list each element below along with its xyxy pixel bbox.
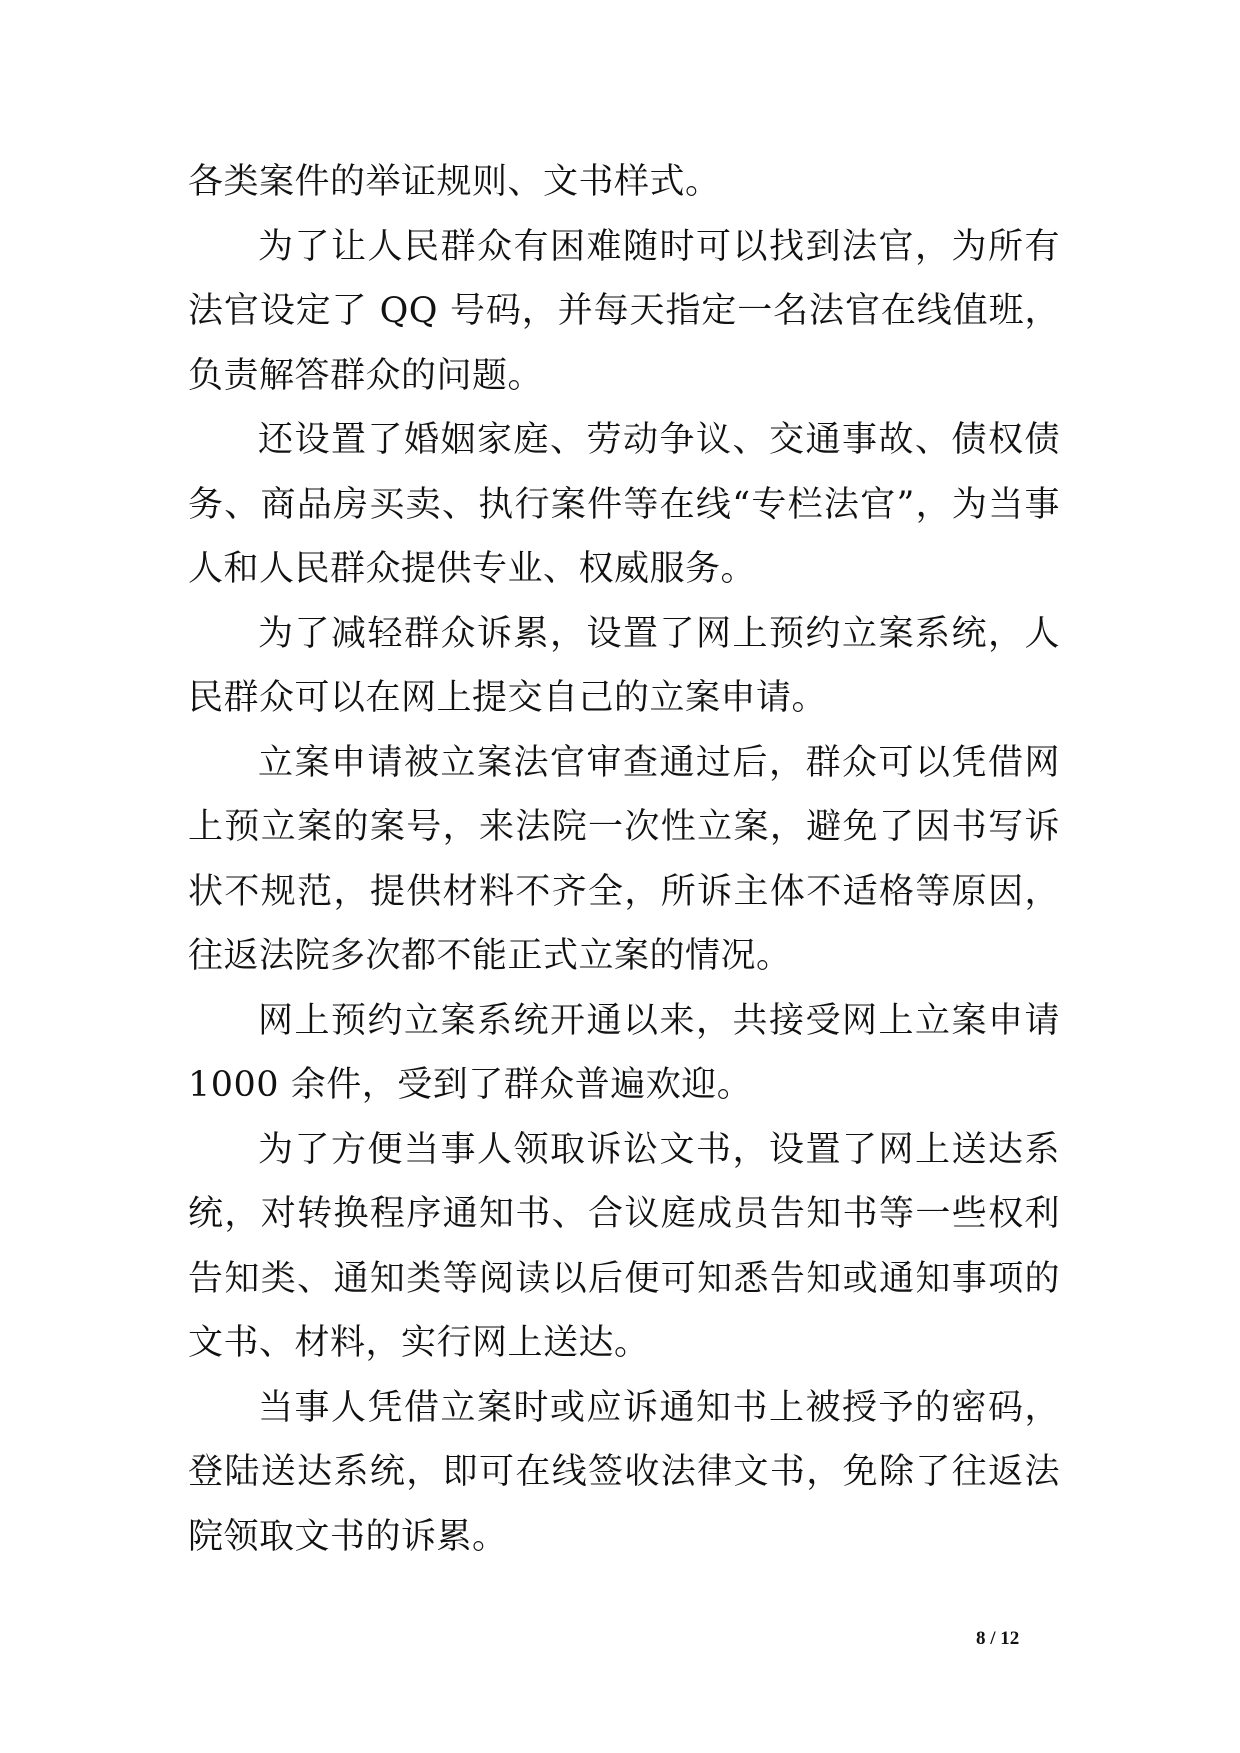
- paragraph: 立案申请被立案法官审查通过后，群众可以凭借网上预立案的案号，来法院一次性立案，避免了因书写诉状不规范，提供材料不齐全，所诉主体不适格等原因，往返法院多次都不能正式立案的情况。: [188, 742, 1060, 976]
- paragraph: 为了减轻群众诉累，设置了网上预约立案系统，人民群众可以在网上提交自己的立案申请。: [188, 613, 1060, 718]
- page-number: 8 / 12: [976, 1628, 1020, 1649]
- paragraph: 为了让人民群众有困难随时可以找到法官，为所有法官设定了 QQ 号码，并每天指定一名法官在线值班，负责解答群众的问题。: [188, 226, 1060, 396]
- paragraph: 网上预约立案系统开通以来，共接受网上立案申请 1000 余件，受到了群众普遍欢迎。: [188, 1000, 1060, 1105]
- paragraph: 当事人凭借立案时或应诉通知书上被授予的密码，登陆送达系统，即可在线签收法律文书，免除了往返法院领取文书的诉累。: [188, 1387, 1060, 1557]
- paragraph: 为了方便当事人领取诉讼文书，设置了网上送达系统，对转换程序通知书、合议庭成员告知书等一些权利告知类、通知类等阅读以后便可知悉告知或通知事项的文书、材料，实行网上送达。: [188, 1129, 1060, 1363]
- paragraph: 还设置了婚姻家庭、劳动争议、交通事故、债权债务、商品房买卖、执行案件等在线“专栏法官”，为当事人和人民群众提供专业、权威服务。: [188, 420, 1060, 589]
- body-text: [188, 150, 1060, 1569]
- paragraph: 各类案件的举证规则、文书样式。: [188, 162, 721, 202]
